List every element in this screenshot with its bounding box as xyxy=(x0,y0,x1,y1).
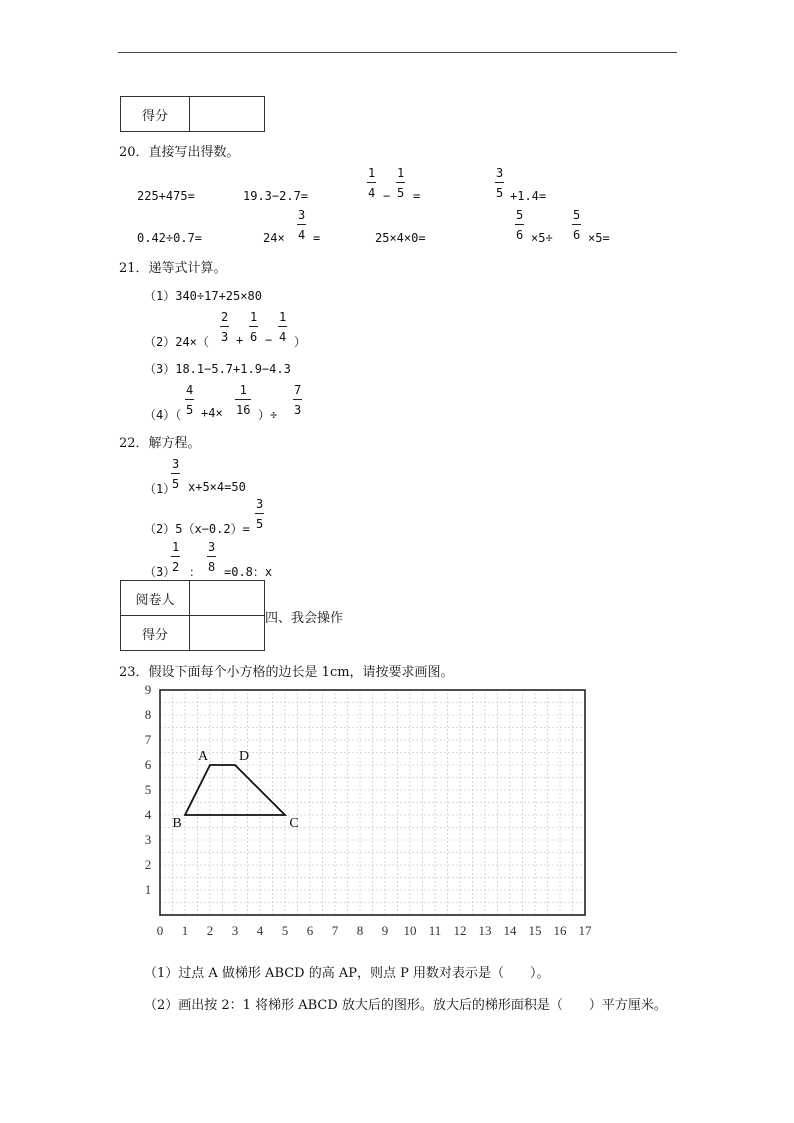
q23-title: 23．假设下面每个小方格的边长是 1cm，请按要求画图。 xyxy=(119,665,454,680)
fraction: 3 4 xyxy=(298,208,306,242)
x-tick-label: 15 xyxy=(528,923,542,938)
q22-item: （1） xyxy=(144,482,176,496)
q20-item: ×5= xyxy=(588,231,610,245)
x-tick-label: 3 xyxy=(231,923,239,938)
q22-title: 22．解方程。 xyxy=(119,436,201,451)
paren: ） xyxy=(294,335,307,349)
reviewer-label: 阅卷人 xyxy=(121,581,190,616)
header-rule xyxy=(118,52,677,53)
fraction: 1 6 xyxy=(250,310,258,344)
y-tick-label: 4 xyxy=(144,807,152,822)
x-tick-label: 6 xyxy=(306,923,314,938)
section-title: 四、我会操作 xyxy=(265,611,344,626)
fraction: 3 5 xyxy=(496,166,504,200)
x-tick-label: 8 xyxy=(356,923,364,938)
q20-item: 24× xyxy=(263,231,285,245)
fraction: 1 5 xyxy=(397,166,405,200)
reviewer-cell[interactable] xyxy=(190,581,265,616)
x-tick-label: 13 xyxy=(478,923,492,938)
score-cell[interactable] xyxy=(190,616,265,651)
reviewer-score-box xyxy=(120,580,265,651)
x-tick-label: 14 xyxy=(503,923,517,938)
q20-item: 0.42÷0.7= xyxy=(137,231,203,245)
q20-title: 20．直接写出得数。 xyxy=(119,145,240,160)
fraction: 1 4 xyxy=(279,310,287,344)
x-tick-label: 12 xyxy=(453,923,467,938)
fraction: 3 5 xyxy=(172,457,180,491)
vertex-label-b: B xyxy=(172,816,182,831)
y-tick-label: 8 xyxy=(144,707,152,722)
operator: − xyxy=(265,333,273,347)
q23-sub2: （2）画出按 2：1 将梯形 ABCD 放大后的图形。放大后的梯形面积是（ ）平方厘米。 xyxy=(144,998,667,1013)
q22-item: x+5×4=50 xyxy=(188,480,246,494)
score-label: 得分 xyxy=(121,616,190,651)
score-cell[interactable] xyxy=(190,97,265,132)
colon: ： xyxy=(189,565,202,579)
q20-item: 25×4×0= xyxy=(375,231,426,245)
y-tick-label: 2 xyxy=(144,857,152,872)
fraction: 7 3 xyxy=(294,383,302,417)
operator: − xyxy=(383,189,391,203)
fraction: 3 8 xyxy=(208,540,216,574)
q21-title: 21．递等式计算。 xyxy=(119,261,227,276)
q20-item: ×5÷ xyxy=(531,231,553,245)
fraction: 1 4 xyxy=(368,166,376,200)
grid-figure xyxy=(130,682,600,955)
fraction: 1 16 xyxy=(236,383,251,417)
y-tick-label: 3 xyxy=(144,832,152,847)
x-tick-label: 10 xyxy=(403,923,417,938)
y-tick-label: 1 xyxy=(144,882,152,897)
y-tick-label: 5 xyxy=(144,782,152,797)
x-tick-label: 5 xyxy=(281,923,289,938)
score-box xyxy=(120,96,265,132)
q22-item: （2）5（x−0.2）= xyxy=(144,522,250,536)
q21-item: （1）340÷17+25×80 xyxy=(144,289,262,303)
equals: = xyxy=(413,189,421,203)
x-tick-label: 2 xyxy=(206,923,214,938)
grid-lines xyxy=(160,690,585,915)
operator: + xyxy=(236,333,244,347)
fraction: 3 5 xyxy=(256,497,264,531)
q23-sub1: （1）过点 A 做梯形 ABCD 的高 AP，则点 P 用数对表示是（ ）。 xyxy=(144,966,550,981)
fraction: 1 2 xyxy=(172,540,180,574)
q21-item: （4）（ xyxy=(144,408,182,422)
vertex-label-c: C xyxy=(289,816,299,831)
x-tick-label: 4 xyxy=(256,923,264,938)
fraction: 5 6 xyxy=(516,208,524,242)
x-tick-label: 17 xyxy=(578,923,592,938)
equals: = xyxy=(313,231,321,245)
x-tick-label: 16 xyxy=(553,923,567,938)
x-tick-label: 1 xyxy=(181,923,189,938)
x-tick-label: 11 xyxy=(428,923,442,938)
y-tick-label: 9 xyxy=(144,682,152,697)
vertex-label-a: A xyxy=(197,749,209,764)
fraction: 4 5 xyxy=(186,383,194,417)
fraction: 2 3 xyxy=(221,310,229,344)
x-tick-label: 0 xyxy=(156,923,164,938)
x-tick-label: 9 xyxy=(381,923,389,938)
q22-item: =0.8：x xyxy=(224,565,273,579)
vertex-label-d: D xyxy=(238,749,250,764)
y-tick-label: 7 xyxy=(144,732,152,747)
trapezoid-abcd xyxy=(172,749,298,831)
q21-item: （3）18.1−5.7+1.9−4.3 xyxy=(144,362,291,376)
q20-item: +1.4= xyxy=(510,189,547,203)
score-label: 得分 xyxy=(121,97,190,132)
y-tick-label: 6 xyxy=(144,757,152,772)
axis-labels xyxy=(145,682,592,938)
operator: ）÷ xyxy=(258,408,278,422)
q20-item: 19.3−2.7= xyxy=(243,189,309,203)
operator: +4× xyxy=(201,406,223,420)
q21-item: （2）24×（ xyxy=(144,335,209,349)
fraction: 5 6 xyxy=(573,208,581,242)
x-tick-label: 7 xyxy=(331,923,339,938)
q22-item: （3） xyxy=(144,565,176,579)
q20-item: 225+475= xyxy=(137,189,195,203)
